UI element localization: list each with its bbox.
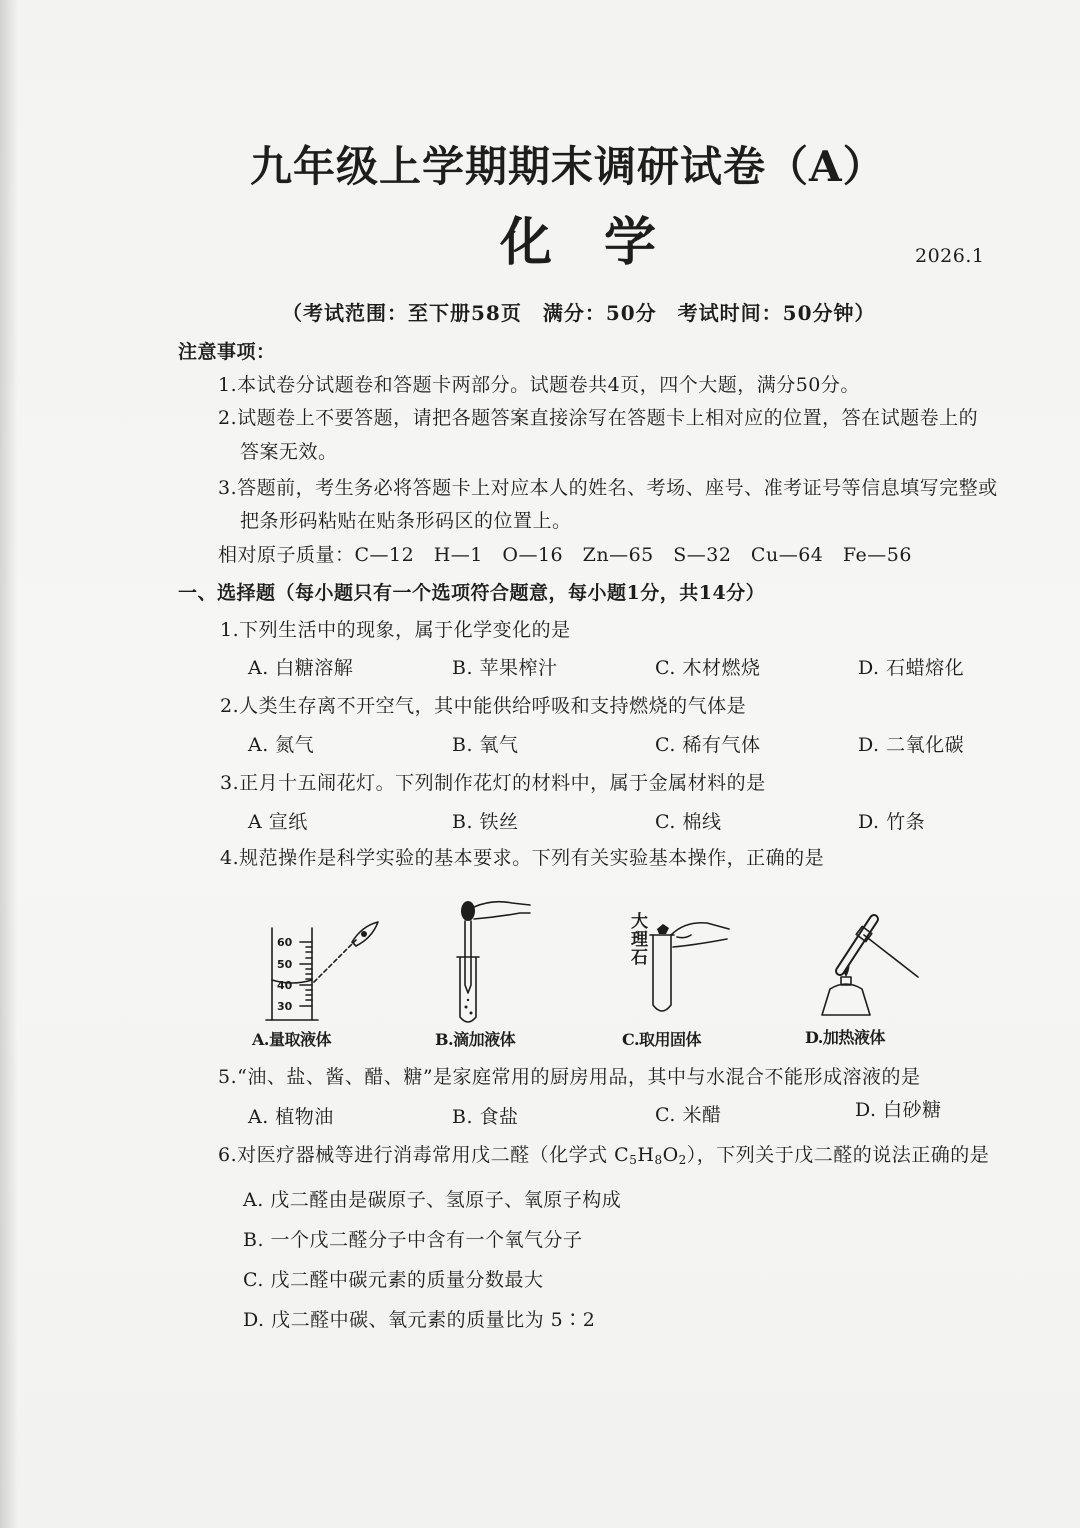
scan-shadow — [0, 0, 18, 1528]
figure-d-heat-liquid — [810, 905, 935, 1025]
question-2-option-c: C. 稀有气体 — [655, 734, 761, 756]
notice-item-1: 1.本试卷分试题卷和答题卡两部分。试题卷共4页，四个大题，满分50分。 — [218, 374, 860, 396]
question-3-option-c: C. 棉线 — [655, 811, 722, 833]
section-heading: 一、选择题（每小题只有一个选项符合题意，每小题1分，共14分） — [178, 582, 766, 604]
formula-count-o: 2 — [678, 1153, 687, 1167]
notice-item-2-cont: 答案无效。 — [240, 441, 338, 463]
question-1-option-d: D. 石蜡熔化 — [858, 657, 965, 679]
question-1-option-a: A. 白糖溶解 — [248, 657, 354, 679]
figure-b-drop-liquid — [430, 895, 540, 1030]
formula-count-c: 5 — [629, 1153, 638, 1167]
figure-b-label: B.滴加液体 — [435, 1030, 516, 1049]
question-2-option-a: A. 氮气 — [248, 734, 315, 756]
question-3-option-a: A 宣纸 — [248, 811, 308, 833]
scale-label-60: 60 — [277, 936, 293, 949]
question-5-option-d: D. 白砂糖 — [855, 1099, 942, 1121]
question-2-option-b: B. 氧气 — [452, 734, 519, 756]
test-tube — [653, 935, 671, 1011]
notice-item-2: 2.试题卷上不要答题，请把各题答案直接涂写在答题卡上相对应的位置，答在试题卷上的 — [218, 407, 979, 429]
formula-element-o: O — [662, 1144, 679, 1166]
figure-c-take-solid — [615, 905, 740, 1025]
figure-a-measure-liquid — [250, 912, 385, 1030]
test-tube-holder — [864, 935, 918, 977]
question-5-option-b: B. 食盐 — [452, 1106, 519, 1128]
subject-title: 化 学 — [500, 212, 657, 273]
question-6-stem-before: 6.对医疗器械等进行消毒常用戊二醛（化学式 — [218, 1144, 615, 1166]
figure-d-label: D.加热液体 — [805, 1028, 885, 1047]
hand-fingers — [677, 935, 691, 938]
eye-pupil — [361, 931, 367, 937]
question-3-option-d: D. 竹条 — [858, 811, 926, 833]
question-5-option-c: C. 米醋 — [655, 1104, 722, 1126]
alcohol-lamp-body — [822, 984, 870, 1015]
question-6-option-c: C. 戊二醛中碳元素的质量分数最大 — [243, 1269, 544, 1291]
question-4-stem: 4.规范操作是科学实验的基本要求。下列有关实验基本操作，正确的是 — [220, 847, 825, 869]
question-5-option-a: A. 植物油 — [248, 1106, 334, 1128]
exam-date: 2026.1 — [915, 245, 985, 267]
formula-element-c: C — [614, 1144, 630, 1166]
question-1-option-b: B. 苹果榨汁 — [452, 657, 558, 679]
exam-info: （考试范围：至下册58页 满分：50分 考试时间：50分钟） — [282, 301, 876, 325]
question-1-option-c: C. 木材燃烧 — [655, 657, 761, 679]
question-6-option-d: D. 戊二醛中碳、氧元素的质量比为 5∶2 — [243, 1309, 596, 1331]
scale-label-50: 50 — [277, 958, 293, 971]
atomic-mass-line: 相对原子质量：C—12 H—1 O—16 Zn—65 S—32 Cu—64 Fe—56 — [218, 544, 912, 566]
test-tube — [460, 957, 476, 1022]
figure-c-label: C.取用固体 — [622, 1030, 702, 1049]
question-1-stem: 1.下列生活中的现象，属于化学变化的是 — [220, 619, 571, 641]
hand-lower — [474, 913, 530, 919]
figure-a-label: A.量取液体 — [252, 1030, 331, 1049]
formula-element-h: H — [637, 1144, 655, 1166]
cylinder-ticks — [300, 942, 312, 1006]
exam-title: 九年级上学期期末调研试卷（A） — [250, 142, 886, 191]
hand-lower — [673, 939, 727, 947]
formula-count-h: 8 — [654, 1153, 663, 1167]
dropper-bulb — [461, 901, 475, 921]
scale-label-40: 40 — [277, 979, 293, 992]
question-6-stem — [218, 1144, 989, 1166]
notice-heading: 注意事项： — [178, 341, 276, 363]
hand-upper — [474, 902, 530, 907]
liquid-drops — [465, 999, 473, 1015]
marble-piece — [657, 924, 669, 934]
question-6-stem-after: ），下列关于戊二醛的说法正确的是 — [686, 1144, 990, 1166]
sight-line — [314, 940, 356, 982]
question-2-option-d: D. 二氧化碳 — [858, 734, 965, 756]
question-5-stem: 5.“油、盐、酱、醋、糖”是家庭常用的厨房用品，其中与水混合不能形成溶液的是 — [218, 1066, 921, 1088]
question-2-stem: 2.人类生存离不开空气，其中能供给呼吸和支持燃烧的气体是 — [220, 695, 747, 717]
material-label: 大理石 — [627, 912, 647, 966]
test-tube-inner — [840, 919, 874, 971]
notice-item-3-cont: 把条形码粘贴在贴条形码区的位置上。 — [240, 510, 572, 532]
question-6-option-b: B. 一个戊二醛分子中含有一个氧气分子 — [243, 1229, 583, 1251]
question-3-stem: 3.正月十五闹花灯。下列制作花灯的材料中，属于金属材料的是 — [220, 772, 766, 794]
question-6-option-a: A. 戊二醛由是碳原子、氢原子、氧原子构成 — [243, 1189, 622, 1211]
question-3-option-b: B. 铁丝 — [452, 811, 519, 833]
notice-item-3: 3.答题前，考生务必将答题卡上对应本人的姓名、考场、座号、准考证号等信息填写完整或 — [218, 477, 998, 499]
scale-label-30: 30 — [277, 1000, 293, 1013]
hand-upper — [671, 923, 729, 935]
